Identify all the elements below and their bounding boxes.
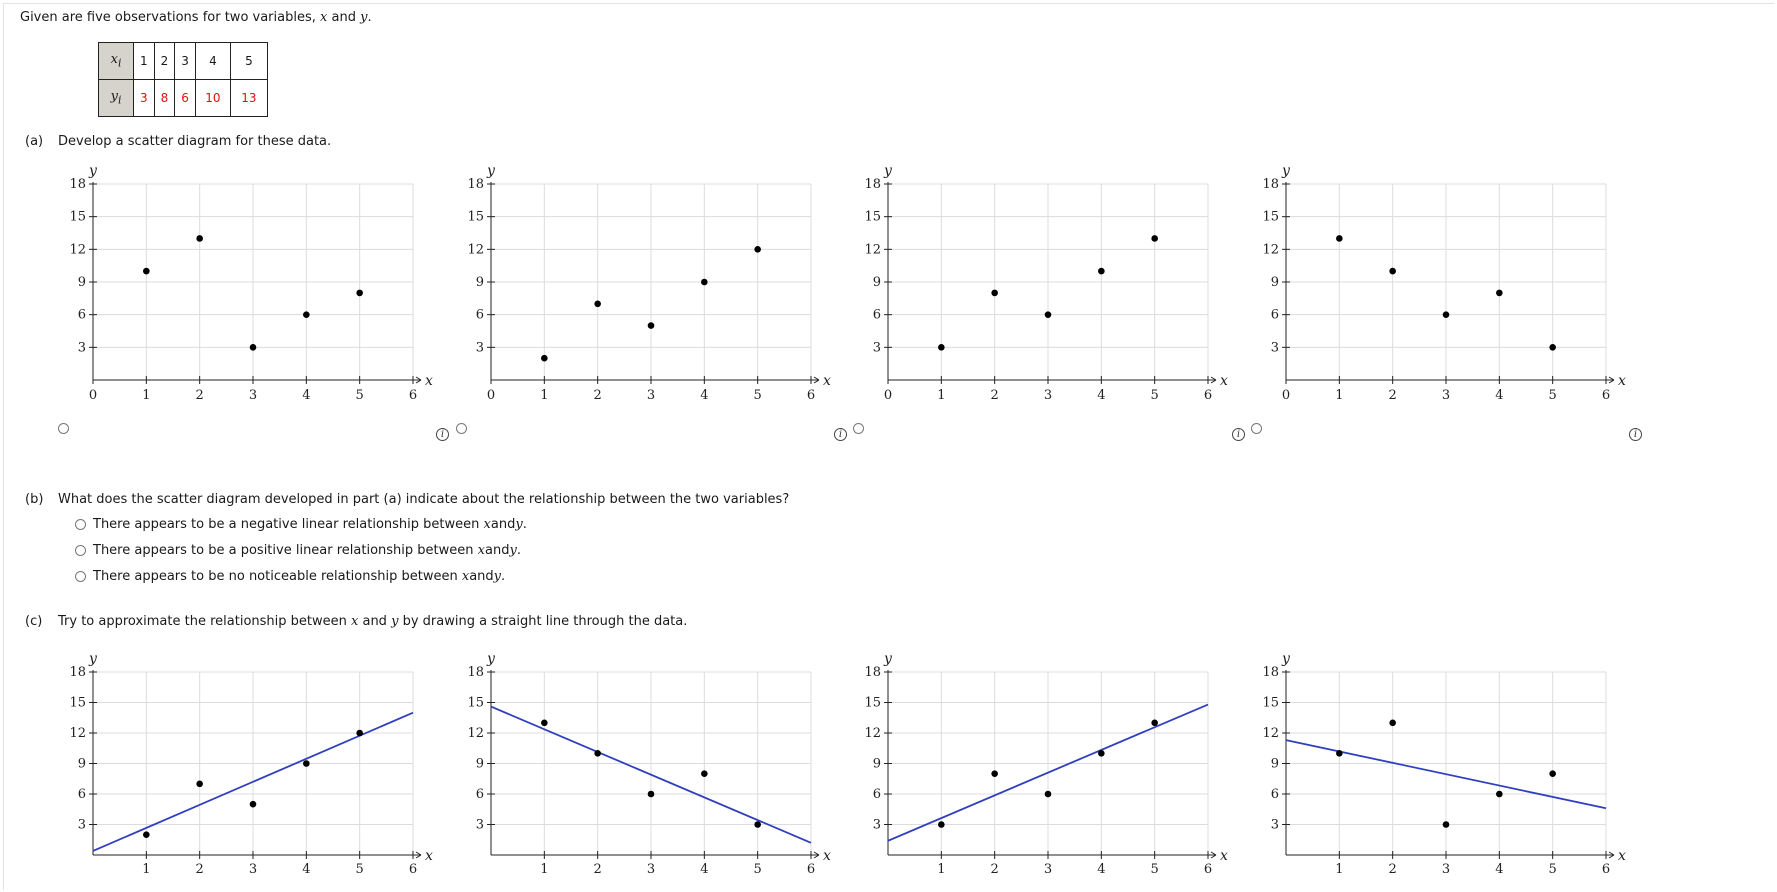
y-tick-label: 12 (69, 726, 86, 741)
data-point (991, 290, 998, 297)
x-tick-label: 6 (408, 388, 418, 403)
data-point (1045, 791, 1052, 798)
data-point (1151, 720, 1158, 727)
part-b-question (25, 492, 789, 507)
y-axis-label: y (1282, 651, 1290, 667)
y-header: $y_i$ (99, 80, 134, 117)
data-point (196, 781, 203, 788)
x-tick-label: 1 (937, 388, 946, 403)
x-tick-label: 0 (883, 388, 893, 403)
choice-a1-radio[interactable] (58, 423, 69, 434)
data-point (1496, 290, 1503, 297)
x-tick-label: 2 (195, 388, 204, 403)
x-row (99, 43, 268, 80)
x-tick-label: 4 (700, 862, 709, 877)
part-c-question: (c) Try to approximate the relationship between x and y by drawing a straight line through the data. (25, 614, 688, 629)
x-tick-label: 0 (486, 388, 496, 403)
x-tick-label: 5 (355, 862, 364, 877)
x-tick-label: 1 (142, 388, 151, 403)
data-point (1496, 791, 1503, 798)
x-axis-label: x (823, 373, 831, 389)
y-tick-label: 15 (467, 209, 484, 225)
data-point (754, 821, 761, 828)
info-icon[interactable]: i (1232, 428, 1245, 441)
y-tick-label: 12 (864, 726, 881, 741)
data-point (541, 720, 548, 727)
data-point (1389, 720, 1396, 727)
y-tick-label: 6 (872, 787, 881, 802)
scatter-chart-a4 (1243, 158, 1626, 408)
x-tick-label: 4 (1495, 388, 1504, 403)
y-tick-label: 15 (1262, 695, 1279, 711)
data-point (143, 831, 150, 838)
x-tick-label: 6 (806, 388, 816, 403)
x-cell: 4 (195, 43, 230, 80)
x-tick-label: 1 (540, 388, 549, 403)
y-tick-label: 3 (77, 340, 86, 356)
info-icon[interactable]: i (834, 428, 847, 441)
x-tick-label: 3 (248, 862, 258, 877)
x-axis-label: x (1220, 373, 1228, 389)
y-tick-label: 18 (1262, 177, 1279, 192)
x-tick-label: 3 (1441, 862, 1451, 877)
data-point (754, 246, 761, 253)
data-point (991, 770, 998, 777)
y-tick-label: 9 (872, 275, 881, 290)
x-tick-label: 0 (88, 388, 98, 403)
y-tick-label: 12 (864, 242, 881, 258)
option-positive-radio[interactable] (75, 545, 86, 556)
data-point (701, 279, 708, 286)
data-point (1045, 311, 1052, 318)
x-tick-label: 1 (540, 862, 549, 877)
option-none[interactable]: There appears to be no noticeable relationship between x and y . (75, 569, 505, 584)
choice-a3-radio[interactable] (853, 423, 864, 434)
y-tick-label: 12 (69, 242, 86, 258)
data-point (648, 791, 655, 798)
x-axis-label: x (425, 373, 433, 389)
x-tick-label: 2 (990, 862, 999, 877)
data-point (196, 235, 203, 242)
y-axis-label: y (89, 163, 97, 179)
y-tick-label: 12 (467, 242, 484, 258)
y-tick-label: 12 (1262, 242, 1279, 258)
data-point (356, 730, 363, 737)
data-point (701, 770, 708, 777)
x-tick-label: 5 (1150, 862, 1159, 877)
scatter-chart-a3 (845, 158, 1228, 408)
line-chart-c3[interactable] (845, 640, 1228, 885)
y-tick-label: 3 (1270, 817, 1279, 833)
y-tick-label: 9 (475, 756, 484, 772)
data-point (541, 355, 548, 362)
x-tick-label: 6 (1601, 388, 1611, 403)
y-tick-label: 15 (1262, 209, 1279, 225)
y-tick-label: 9 (77, 756, 86, 772)
y-tick-label: 3 (475, 340, 484, 356)
y-cell: 3 (134, 80, 155, 117)
data-point (303, 311, 310, 318)
data-point (594, 750, 601, 757)
y-tick-label: 12 (1262, 726, 1279, 741)
data-point (594, 300, 601, 307)
x-axis-label: x (1220, 848, 1228, 864)
x-tick-label: 5 (1150, 388, 1159, 403)
x-cell: 1 (134, 43, 155, 80)
choice-a4-radio[interactable] (1251, 423, 1262, 434)
y-axis-label: y (884, 163, 892, 179)
y-tick-label: 3 (872, 817, 881, 833)
y-cell: 6 (175, 80, 196, 117)
x-tick-label: 4 (1495, 862, 1504, 877)
y-tick-label: 6 (1270, 307, 1279, 323)
x-tick-label: 4 (302, 862, 311, 877)
y-tick-label: 18 (69, 665, 86, 680)
part-a-text: Develop a scatter diagram for these data. (58, 134, 332, 149)
option-none-radio[interactable] (75, 571, 86, 582)
info-icon[interactable]: i (1629, 428, 1642, 441)
x-tick-label: 4 (700, 388, 709, 403)
x-tick-label: 2 (593, 388, 602, 403)
line-chart-c2[interactable] (448, 640, 831, 885)
y-tick-label: 18 (467, 665, 484, 680)
y-tick-label: 9 (1270, 275, 1279, 290)
x-axis-label: x (1618, 848, 1626, 864)
x-tick-label: 3 (646, 388, 656, 403)
data-point (303, 760, 310, 767)
y-tick-label: 18 (1262, 665, 1279, 680)
y-cell: 10 (195, 80, 230, 117)
data-point (1389, 268, 1396, 275)
y-tick-label: 18 (864, 177, 881, 192)
scatter-chart-a1 (50, 158, 433, 408)
data-point (250, 801, 257, 808)
x-tick-label: 4 (1097, 862, 1106, 877)
y-tick-label: 18 (69, 177, 86, 192)
x-tick-label: 5 (753, 862, 762, 877)
x-tick-label: 3 (1043, 388, 1053, 403)
x-tick-label: 3 (1441, 388, 1451, 403)
x-tick-label: 5 (753, 388, 762, 403)
x-cell: 5 (230, 43, 267, 80)
x-tick-label: 1 (1335, 388, 1344, 403)
x-tick-label: 2 (1388, 388, 1397, 403)
part-b-text: What does the scatter diagram developed in part (a) indicate about the relationship between the two variables? (58, 492, 790, 507)
y-axis-label: y (89, 651, 97, 667)
x-tick-label: 6 (1203, 388, 1213, 403)
y-axis-label: y (1282, 163, 1290, 179)
part-a-question (25, 134, 331, 149)
scatter-chart-a2 (448, 158, 831, 408)
y-tick-label: 18 (864, 665, 881, 680)
y-tick-label: 9 (872, 756, 881, 772)
y-row (99, 80, 268, 117)
data-point (1549, 770, 1556, 777)
x-cell: 3 (175, 43, 196, 80)
y-tick-label: 6 (475, 787, 484, 802)
info-icon[interactable]: i (436, 428, 449, 441)
x-tick-label: 3 (248, 388, 258, 403)
data-point (1443, 311, 1450, 318)
x-tick-label: 2 (195, 862, 204, 877)
x-tick-label: 2 (990, 388, 999, 403)
observations-table (98, 42, 268, 117)
line-chart-c4[interactable] (1243, 640, 1626, 885)
x-tick-label: 2 (593, 862, 602, 877)
data-point (1151, 235, 1158, 242)
x-tick-label: 6 (1601, 862, 1611, 877)
x-tick-label: 5 (355, 388, 364, 403)
x-cell: 2 (154, 43, 175, 80)
y-axis-label: y (487, 651, 495, 667)
data-point (648, 322, 655, 329)
x-tick-label: 6 (806, 862, 816, 877)
x-tick-label: 6 (1203, 862, 1213, 877)
y-axis-label: y (487, 163, 495, 179)
y-tick-label: 6 (77, 307, 86, 323)
y-tick-label: 6 (77, 787, 86, 802)
data-point (938, 344, 945, 351)
y-tick-label: 18 (467, 177, 484, 192)
y-tick-label: 15 (864, 209, 881, 225)
y-tick-label: 12 (467, 726, 484, 741)
y-tick-label: 15 (467, 695, 484, 711)
x-tick-label: 6 (408, 862, 418, 877)
x-tick-label: 3 (646, 862, 656, 877)
x-header: $x_i$ (99, 43, 134, 80)
option-negative[interactable]: There appears to be a negative linear relationship between x and y . (75, 517, 527, 532)
data-point (250, 344, 257, 351)
x-tick-label: 5 (1548, 862, 1557, 877)
y-axis-label: y (884, 651, 892, 667)
x-axis-label: x (1618, 373, 1626, 389)
y-cell: 13 (230, 80, 267, 117)
data-point (1336, 235, 1343, 242)
y-tick-label: 3 (475, 817, 484, 833)
x-tick-label: 1 (937, 862, 946, 877)
y-tick-label: 9 (77, 275, 86, 290)
x-tick-label: 0 (1281, 388, 1291, 403)
x-tick-label: 5 (1548, 388, 1557, 403)
y-tick-label: 15 (864, 695, 881, 711)
y-cell: 8 (154, 80, 175, 117)
y-tick-label: 15 (69, 695, 86, 711)
data-point (938, 821, 945, 828)
choice-a2-radio[interactable] (456, 423, 467, 434)
y-tick-label: 6 (1270, 787, 1279, 802)
y-tick-label: 3 (872, 340, 881, 356)
y-tick-label: 3 (1270, 340, 1279, 356)
x-axis-label: x (425, 848, 433, 864)
part-c-label: (c) (25, 614, 43, 629)
line-chart-c1[interactable] (50, 640, 433, 885)
problem-intro: Given are five observations for two variables, x and y. (20, 10, 372, 25)
data-point (1443, 821, 1450, 828)
x-axis-label: x (823, 848, 831, 864)
data-point (143, 268, 150, 275)
y-tick-label: 9 (1270, 756, 1279, 772)
part-a-label: (a) (25, 134, 44, 149)
data-point (1549, 344, 1556, 351)
x-tick-label: 2 (1388, 862, 1397, 877)
option-positive[interactable]: There appears to be a positive linear relationship between x and y . (75, 543, 521, 558)
y-tick-label: 15 (69, 209, 86, 225)
data-point (1098, 750, 1105, 757)
x-tick-label: 1 (142, 862, 151, 877)
x-tick-label: 3 (1043, 862, 1053, 877)
x-tick-label: 1 (1335, 862, 1344, 877)
x-tick-label: 4 (302, 388, 311, 403)
y-tick-label: 6 (475, 307, 484, 323)
y-tick-label: 9 (475, 275, 484, 290)
y-tick-label: 6 (872, 307, 881, 323)
y-tick-label: 3 (77, 817, 86, 833)
x-tick-label: 4 (1097, 388, 1106, 403)
data-point (1336, 750, 1343, 757)
part-b-label: (b) (25, 492, 44, 507)
option-negative-radio[interactable] (75, 519, 86, 530)
data-point (356, 290, 363, 297)
data-point (1098, 268, 1105, 275)
